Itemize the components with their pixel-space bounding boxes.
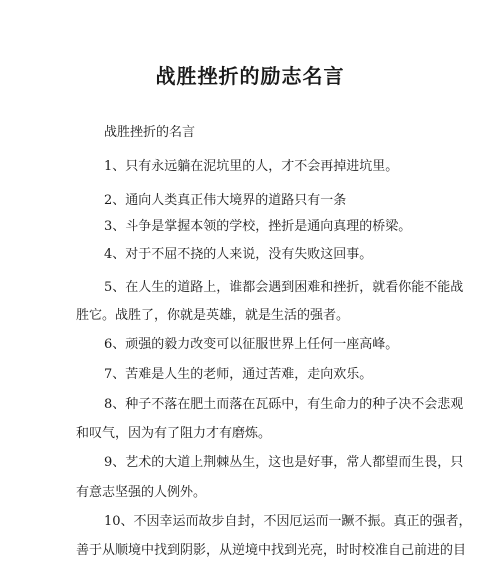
quote-line: 3、斗争是掌握本领的学校，挫折是通向真理的桥梁。 — [104, 219, 412, 234]
quote-line: 5、在人生的道路上，谁都会遇到困难和挫折，就看你能不能战 — [104, 280, 464, 295]
quote-line: 6、顽强的毅力改变可以征服世界上任何一座高峰。 — [104, 337, 399, 352]
quote-line-continuation: 胜它。战胜了，你就是英雄，就是生活的强者。 — [76, 308, 350, 323]
quote-line: 4、对于不屈不挠的人来说，没有失败这回事。 — [104, 247, 373, 262]
quote-line-continuation: 有意志坚强的人例外。 — [76, 485, 207, 500]
quote-line-continuation: 和叹气，因为有了阻力才有磨炼。 — [76, 426, 272, 441]
quote-line: 2、通向人类真正伟大境界的道路只有一条 — [104, 193, 347, 208]
page-title: 战胜挫折的励志名言 — [155, 64, 345, 88]
quote-line-continuation: 善于从顺境中找到阴影，从逆境中找到光亮，时时校准自己前进的目 — [76, 543, 467, 558]
quote-line: 9、艺术的大道上荆棘丛生，这也是好事，常人都望而生畏，只 — [104, 455, 464, 470]
section-heading: 战胜挫折的名言 — [104, 125, 196, 140]
quote-line: 1、只有永远躺在泥坑里的人，才不会再掉进坑里。 — [104, 159, 399, 174]
quote-line: 8、种子不落在肥土而落在瓦砾中，有生命力的种子决不会悲观 — [104, 397, 464, 412]
quote-line: 7、苦难是人生的老师，通过苦难，走向欢乐。 — [104, 367, 373, 382]
quote-line: 10、不因幸运而故步自封，不因厄运而一蹶不振。真正的强者， — [104, 514, 472, 529]
